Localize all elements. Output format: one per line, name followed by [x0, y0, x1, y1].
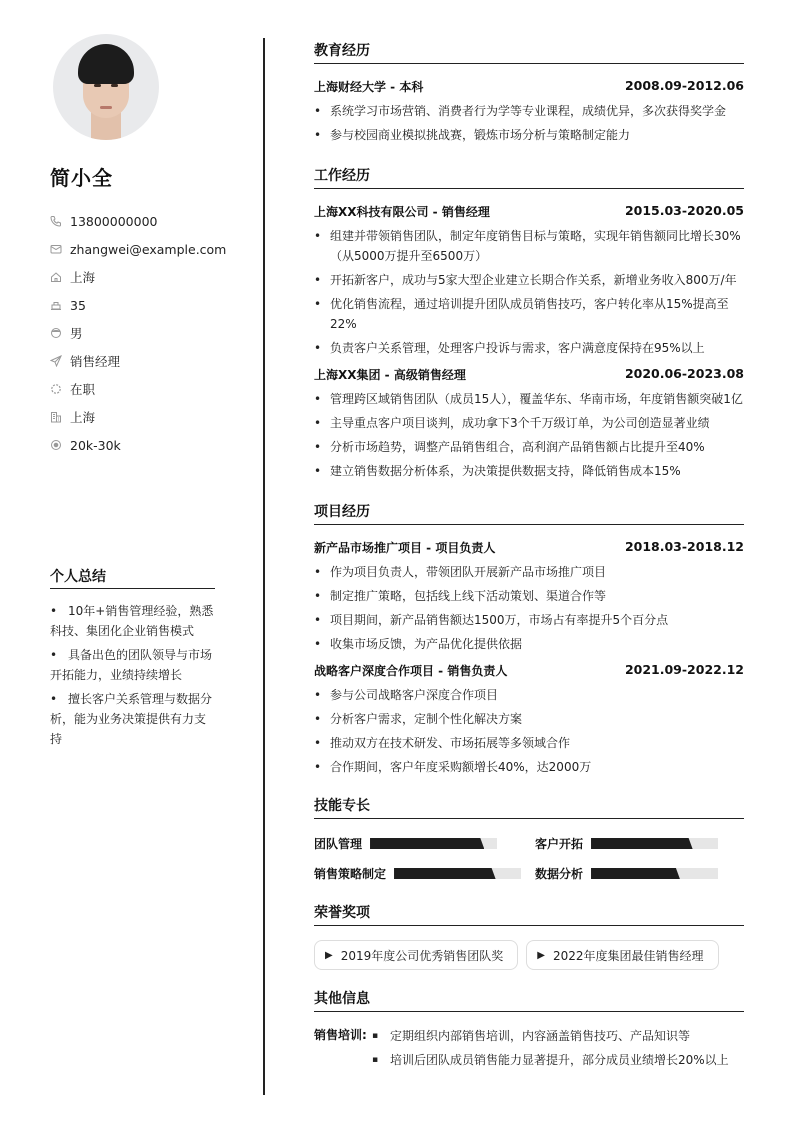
gender-icon: [50, 327, 62, 339]
profile-column: [50, 34, 227, 459]
entry-date: 2015.03-2020.05: [624, 203, 744, 218]
list-item: • 参与校园商业模拟挑战赛，锻炼市场分析与策略制定能力: [314, 125, 744, 145]
projects-section: [314, 501, 744, 777]
phone-value: 13800000000: [70, 213, 158, 229]
entry-date: 2020.06-2023.08: [624, 366, 744, 381]
play-icon: ▶: [537, 949, 545, 961]
summary-item: • 10年+销售管理经验，熟悉科技、集团化企业销售模式: [50, 604, 214, 638]
skill-sales-strategy: 销售策略制定: [314, 865, 535, 882]
awards-title: 荣誉奖项: [314, 902, 744, 926]
list-item: • 作为项目负责人，带领团队开展新产品市场推广项目: [314, 562, 744, 582]
mail-icon: [50, 243, 62, 255]
building-icon: [50, 411, 62, 423]
contact-info: [50, 207, 227, 459]
skill-data-analysis: 数据分析: [535, 865, 744, 882]
list-item: • 开拓新客户，成功与5家大型企业建立长期合作关系，新增业务收入800万/年: [314, 270, 744, 290]
list-item: ▪ 定期组织内部销售培训，内容涵盖销售技巧、产品知识等: [370, 1026, 729, 1046]
work-section: [314, 165, 744, 481]
summary-section: [50, 566, 215, 753]
award-badge: ▶ 2019年度公司优秀销售团队奖: [314, 940, 518, 970]
skill-team-management: 团队管理: [314, 835, 535, 852]
entry-date: 2008.09-2012.06: [624, 78, 744, 93]
education-entry-head: [314, 78, 744, 95]
other-title: 其他信息: [314, 988, 744, 1012]
projects-title: 项目经历: [314, 501, 744, 525]
list-item: • 合作期间，客户年度采购额增长40%，达2000万: [314, 757, 744, 777]
education-section: [314, 40, 744, 145]
list-item: • 优化销售流程，通过培训提升团队成员销售技巧，客户转化率从15%提高至22%: [314, 294, 744, 334]
skills-section: [314, 795, 744, 882]
age-icon: [50, 299, 62, 311]
position-value: 销售经理: [70, 354, 121, 369]
gender-value: 男: [70, 326, 83, 341]
list-item: • 管理跨区域销售团队（成员15人），覆盖华东、华南市场，年度销售额突破1亿: [314, 389, 744, 409]
send-icon: [50, 355, 62, 367]
entry-heading: 新产品市场推广项目 - 项目负责人: [314, 541, 496, 555]
list-item: • 建立销售数据分析体系，为决策提供数据支持，降低销售成本15%: [314, 461, 744, 481]
list-item: • 收集市场反馈，为产品优化提供依据: [314, 634, 744, 654]
list-item: ▪ 培训后团队成员销售能力显著提升，部分成员业绩增长20%以上: [370, 1050, 729, 1070]
status-icon: [50, 383, 62, 395]
main-column: [314, 40, 744, 1074]
info-status: [50, 375, 215, 403]
list-item: • 分析客户需求，定制个性化解决方案: [314, 709, 744, 729]
entry-heading: 上海XX集团 - 高级销售经理: [314, 368, 466, 382]
list-item: • 项目期间，新产品销售额达1500万，市场占有率提升5个百分点: [314, 610, 744, 630]
info-city: [50, 403, 215, 431]
list-item: • 负责客户关系管理，处理客户投诉与需求，客户满意度保持在95%以上: [314, 338, 744, 358]
work-entry-head: [314, 203, 744, 220]
entry-date: 2018.03-2018.12: [624, 539, 744, 554]
salary-icon: [50, 439, 62, 451]
phone-icon: [50, 215, 62, 227]
city-value: 上海: [70, 410, 96, 425]
home-icon: [50, 271, 62, 283]
skill-bar: [370, 838, 497, 849]
summary-item: • 擅长客户关系管理与数据分析，能为业务决策提供有力支持: [50, 692, 213, 746]
skill-bar: [591, 838, 718, 849]
list-item: • 制定推广策略，包括线上线下活动策划、渠道合作等: [314, 586, 744, 606]
info-gender: [50, 319, 215, 347]
email-value: zhangwei@example.com: [70, 241, 227, 257]
other-label: 销售培训:: [314, 1028, 367, 1042]
project-entry-head: [314, 539, 744, 556]
other-section: [314, 988, 744, 1074]
column-divider: [263, 38, 265, 1095]
info-salary: [50, 431, 215, 459]
work-entry-head: [314, 366, 744, 383]
entry-heading: 战略客户深度合作项目 - 销售负责人: [314, 664, 508, 678]
info-position: [50, 347, 215, 375]
salary-value: 20k-30k: [70, 437, 121, 453]
play-icon: ▶: [325, 949, 333, 961]
skill-bar: [591, 868, 718, 879]
age-value: 35: [70, 297, 86, 313]
work-title: 工作经历: [314, 165, 744, 189]
info-email: [50, 235, 227, 263]
list-item: • 参与公司战略客户深度合作项目: [314, 685, 744, 705]
list-item: • 分析市场趋势，调整产品销售组合，高利润产品销售额占比提升至40%: [314, 437, 744, 457]
entry-heading: 上海XX科技有限公司 - 销售经理: [314, 205, 490, 219]
entry-date: 2021.09-2022.12: [624, 662, 744, 677]
info-phone: [50, 207, 215, 235]
candidate-name: 简小全: [50, 166, 113, 190]
location-value: 上海: [70, 270, 96, 285]
avatar: [53, 34, 159, 140]
status-value: 在职: [70, 382, 96, 397]
list-item: • 推动双方在技术研发、市场拓展等多领域合作: [314, 733, 744, 753]
skills-title: 技能专长: [314, 795, 744, 819]
education-title: 教育经历: [314, 40, 744, 64]
summary-item: • 具备出色的团队领导与市场开拓能力，业绩持续增长: [50, 648, 213, 682]
list-item: • 系统学习市场营销、消费者行为学等专业课程，成绩优异，多次获得奖学金: [314, 101, 744, 121]
info-age: [50, 291, 215, 319]
summary-title: 个人总结: [50, 566, 215, 589]
project-entry-head: [314, 662, 744, 679]
awards-section: [314, 902, 744, 970]
info-location: [50, 263, 215, 291]
list-item: • 主导重点客户项目谈判，成功拿下3个千万级订单，为公司创造显著业绩: [314, 413, 744, 433]
list-item: • 组建并带领销售团队，制定年度销售目标与策略，实现年销售额同比增长30%（从5000万提升至6500万）: [314, 226, 744, 266]
award-badge: ▶ 2022年度集团最佳销售经理: [526, 940, 718, 970]
skill-client-development: 客户开拓: [535, 835, 744, 852]
entry-heading: 上海财经大学 - 本科: [314, 80, 424, 94]
skill-bar: [394, 868, 521, 879]
